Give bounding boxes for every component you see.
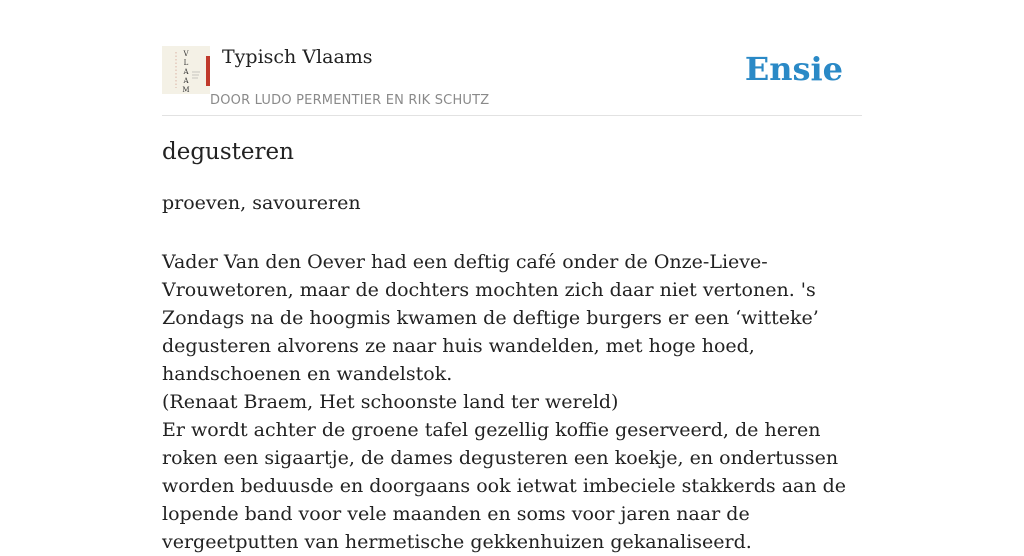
book-authors: DOOR LUDO PERMENTIER EN RIK SCHUTZ xyxy=(210,93,490,108)
quote-paragraph: Er wordt achter de groene tafel gezellig koffie geserveerd, de heren roken een sigaartje, de dames degusteren een koekje, en ondertussen worden beduusde en doorgaans ook ietwat imbeciele stakkerds aan de lopende band voor vele maanden en soms voor jaren naar de vergeetputten van hermetische gekkenhuizen gekanaliseerd. xyxy=(162,419,847,553)
quote-source: (Renaat Braem, Het schoonste land ter wereld) xyxy=(162,391,619,413)
book-cover-logo[interactable] xyxy=(162,46,210,94)
svg-text:A: A xyxy=(183,77,189,85)
svg-text:M: M xyxy=(182,86,190,94)
entry-quotes xyxy=(162,248,862,556)
book-header xyxy=(162,40,862,116)
svg-text:V: V xyxy=(183,50,189,58)
svg-text:L: L xyxy=(183,59,189,67)
svg-text:A: A xyxy=(183,68,189,76)
entry-title: degusteren xyxy=(162,139,294,165)
book-cover-icon xyxy=(162,46,210,94)
ensie-logo-link[interactable]: Ensie xyxy=(744,50,843,88)
quote-paragraph: Vader Van den Oever had een deftig café onder de Onze-Lieve-Vrouwetoren, maar de dochters mochten zich daar niet vertonen. 's Zondags na de hoogmis kwamen de deftige burgers er een ‘witteke’ degusteren alvorens ze naar huis wandelden, met hoge hoed, handschoenen en wandelstok. xyxy=(162,251,819,385)
book-title[interactable]: Typisch Vlaams xyxy=(222,46,373,68)
entry-definition: proeven, savoureren xyxy=(162,192,361,214)
